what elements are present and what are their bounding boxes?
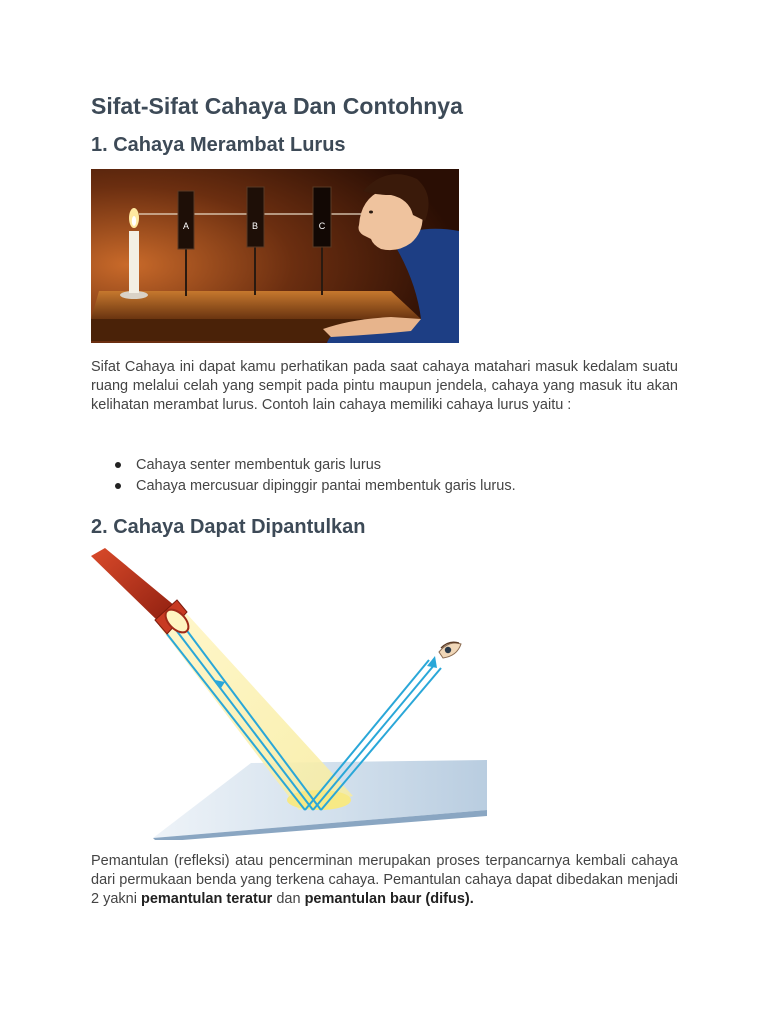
paragraph-text: dan [272,891,305,907]
candle [129,231,139,293]
list-item: Cahaya senter membentuk garis lurus [136,455,724,476]
list-item: Cahaya mercusuar dipinggir pantai membentuk garis lurus. [136,476,724,497]
term-diffuse-reflection: pemantulan baur (difus). [304,891,474,907]
flashlight [91,548,193,637]
page-title: Sifat-Sifat Cahaya Dan Contohnya [91,93,463,119]
figure-reflection [91,548,491,840]
eye-icon [439,642,461,658]
card-label-b: B [251,221,259,231]
section1-paragraph: Sifat Cahaya ini dapat kamu perhatikan pada saat cahaya matahari masuk kedalam suatu ruang melalui celah yang sempit pada pintu maupun jendela, cahaya yang masuk itu akan kelihatan merambat lurus. Contoh lain cahaya memiliki cahaya lurus yaitu : [91,359,678,413]
section-heading-1: 1. Cahaya Merambat Lurus [91,134,346,156]
paragraph-text: Pemantulan (refleksi) atau pencerminan merupakan proses terpancarnya kembali cahaya dari permukaan benda yang terkena cahaya. Pemantulan cahaya dapat dibedakan menjadi 2 yakni [91,853,678,907]
candle-flame-core [132,216,136,226]
term-regular-reflection: pemantulan teratur [140,891,273,907]
examples-list [91,455,724,497]
section2-paragraph [91,852,678,909]
card-label-a: A [182,221,190,231]
section-heading-2: 2. Cahaya Dapat Dipantulkan [91,516,366,538]
figure-straight-light [91,169,459,343]
card-label-c: C [318,221,326,231]
